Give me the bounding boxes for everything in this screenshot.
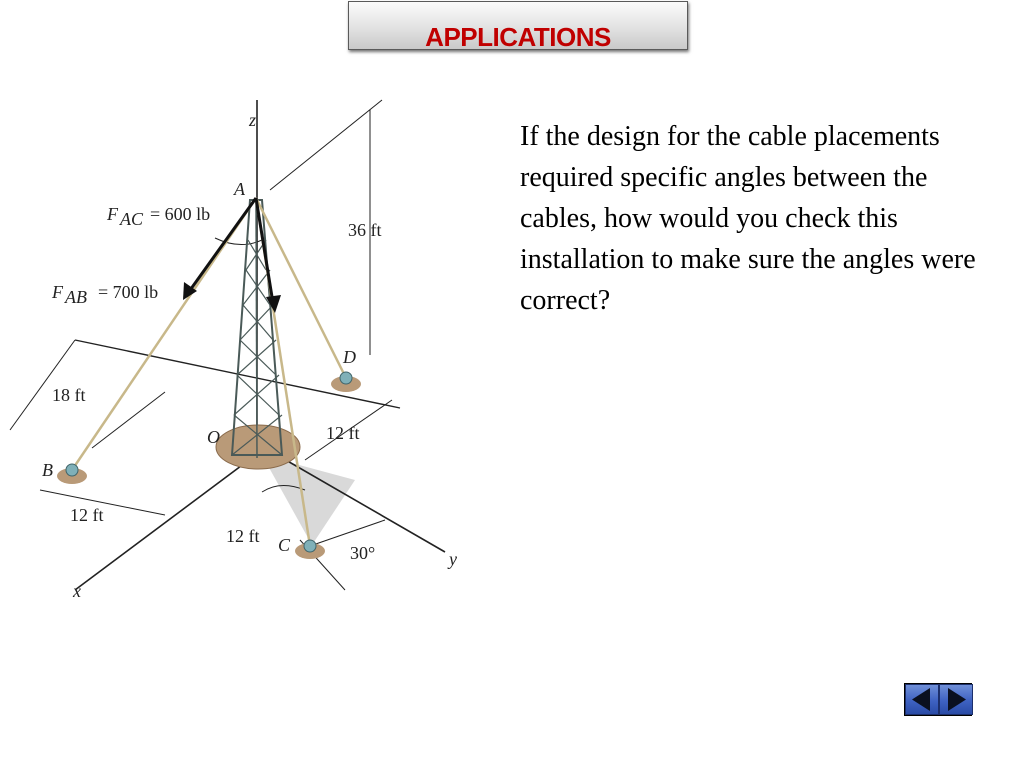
label-angle-30: 30° [350, 543, 376, 563]
x-axis [75, 448, 265, 590]
label-o: O [207, 427, 220, 447]
label-b: B [42, 460, 53, 480]
label-dim-36: 36 ft [348, 220, 382, 240]
anchor-d [331, 372, 361, 392]
label-x: x [73, 581, 81, 601]
label-a: A [234, 179, 245, 199]
label-z: z [249, 110, 257, 130]
label-y: y [449, 549, 457, 569]
question-text: If the design for the cable placements required specific angles between the cables, how would you check this installation to make sure the angles were correct? [520, 121, 976, 316]
svg-text:AB: AB [65, 287, 87, 307]
label-dim-12-right: 12 ft [326, 423, 360, 443]
label-c: C [278, 535, 291, 555]
triangle-right-icon [940, 685, 972, 714]
svg-text:AC: AC [120, 209, 144, 229]
triangle-left-icon [906, 685, 938, 714]
label-dim-18: 18 ft [52, 385, 86, 405]
dim-36-top-extension [270, 100, 382, 190]
svg-text:F: F [52, 282, 63, 302]
svg-text:= 700 lb: = 700 lb [98, 282, 159, 302]
title-box [348, 1, 688, 50]
label-dim-12-b: 12 ft [70, 505, 104, 525]
label-force-ac [106, 204, 210, 229]
label-dim-12-c: 12 ft [226, 526, 260, 546]
previous-slide-button[interactable] [905, 684, 939, 715]
tower-cable-diagram [0, 90, 480, 610]
slide-navigation [904, 683, 972, 716]
slide-title: APPLICATIONS [425, 22, 611, 52]
label-force-ab [51, 282, 158, 307]
svg-text:F: F [107, 204, 118, 224]
dim-18-extension [92, 392, 165, 448]
tower-base [216, 425, 300, 469]
label-d: D [343, 347, 356, 367]
next-slide-button[interactable] [939, 684, 973, 715]
anchor-b [57, 464, 87, 484]
svg-text:= 600 lb: = 600 lb [150, 204, 211, 224]
diagram-svg [0, 90, 480, 610]
